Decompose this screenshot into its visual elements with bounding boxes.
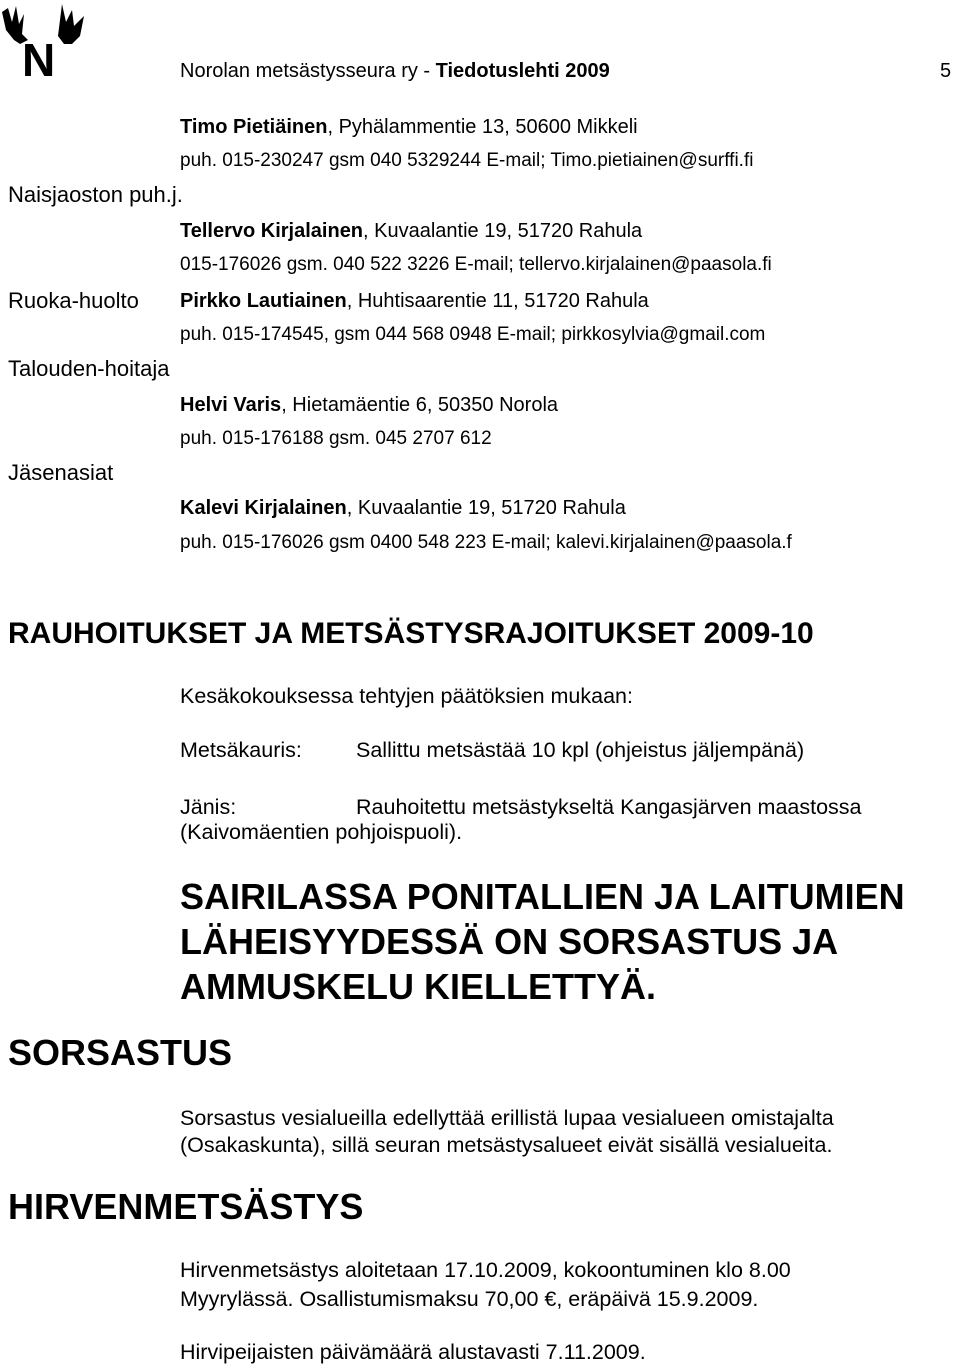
sorsastus-text: Sorsastus vesialueilla edellyttää erillistä lupaa vesialueen omistajalta xyxy=(180,1106,834,1130)
page-number: 5 xyxy=(940,60,952,82)
contact-address: , Hietamäentie 6, 50350 Norola xyxy=(281,394,559,416)
contact-address: , Pyhälammentie 13, 50600 Mikkeli xyxy=(327,116,638,138)
contact-address: , Huhtisaarentie 11, 51720 Rahula xyxy=(346,290,649,312)
contact-name: Kalevi Kirjalainen xyxy=(180,497,347,519)
contact-name: Tellervo Kirjalainen xyxy=(180,220,364,242)
janis-label: Jänis: xyxy=(180,795,237,819)
contact-name: Pirkko Lautiainen xyxy=(180,290,347,312)
contact-details: puh. 015-230247 gsm 040 5329244 E-mail; Timo.pietiainen@surffi.fi xyxy=(180,150,754,171)
contact-details: 015-176026 gsm. 040 522 3226 E-mail; tellervo.kirjalainen@paasola.fi xyxy=(180,254,772,275)
warning-block xyxy=(180,874,905,1009)
contact-name-line xyxy=(180,290,649,313)
role-ruokahuolto: Ruoka-huolto xyxy=(8,288,139,313)
janis-text: Rauhoitettu metsästykseltä Kangasjärven maastossa xyxy=(356,795,862,819)
role-naisjaosto: Naisjaoston puh.j. xyxy=(8,182,183,207)
section-title-sorsastus: SORSASTUS xyxy=(8,1032,233,1073)
header-line xyxy=(180,60,610,83)
contact-name-line xyxy=(180,394,558,417)
moose-antlers-logo xyxy=(0,0,90,82)
contact-details: puh. 015-176188 gsm. 045 2707 612 xyxy=(180,428,492,449)
contact-address: , Kuvaalantie 19, 51720 Rahula xyxy=(346,497,626,519)
header-title: Tiedotuslehti 2009 xyxy=(435,60,610,82)
hirvenmetsastys-text: Hirvenmetsästys aloitetaan 17.10.2009, kokoontuminen klo 8.00 xyxy=(180,1258,791,1282)
hirvenmetsastys-text: Myyrylässä. Osallistumismaksu 70,00 €, eräpäivä 15.9.2009. xyxy=(180,1287,759,1311)
contact-name-line xyxy=(180,497,626,520)
warning-line: LÄHEISYYDESSÄ ON SORSASTUS JA xyxy=(180,921,839,962)
warning-line: AMMUSKELU KIELLETTYÄ. xyxy=(180,966,656,1007)
metsakauris-label: Metsäkauris: xyxy=(180,738,302,762)
role-talous: Talouden-hoitaja xyxy=(8,356,170,381)
contact-address: , Kuvaalantie 19, 51720 Rahula xyxy=(363,220,643,242)
hirvenmetsastys-text: Hirvipeijaisten päivämäärä alustavasti 7.11.2009. xyxy=(180,1340,646,1364)
contact-name-line xyxy=(180,220,642,243)
logo-letter: N xyxy=(22,34,56,82)
rauhoitukset-intro: Kesäkokouksessa tehtyjen päätöksien mukaan: xyxy=(180,684,633,708)
contact-details: puh. 015-176026 gsm 0400 548 223 E-mail; kalevi.kirjalainen@paasola.f xyxy=(180,532,792,553)
contact-name: Timo Pietiäinen xyxy=(180,116,328,138)
header-prefix: Norolan metsästysseura ry - xyxy=(180,60,436,82)
janis-continuation: (Kaivomäentien pohjoispuoli). xyxy=(180,820,463,844)
section-title-rauhoitukset: RAUHOITUKSET JA METSÄSTYSRAJOITUKSET 2009-10 xyxy=(8,617,814,650)
role-jasenasiat: Jäsenasiat xyxy=(8,460,114,485)
contact-name-line xyxy=(180,116,638,139)
warning-line: SAIRILASSA PONITALLIEN JA LAITUMIEN xyxy=(180,876,905,917)
contact-name: Helvi Varis xyxy=(180,394,282,416)
sorsastus-text: (Osakaskunta), sillä seuran metsästysalueet eivät sisällä vesialueita. xyxy=(180,1133,833,1157)
contact-details: puh. 015-174545, gsm 044 568 0948 E-mail; pirkkosylvia@gmail.com xyxy=(180,324,766,345)
section-title-hirvenmetsastys: HIRVENMETSÄSTYS xyxy=(8,1186,364,1227)
metsakauris-text: Sallittu metsästää 10 kpl (ohjeistus jäljempänä) xyxy=(356,738,805,762)
